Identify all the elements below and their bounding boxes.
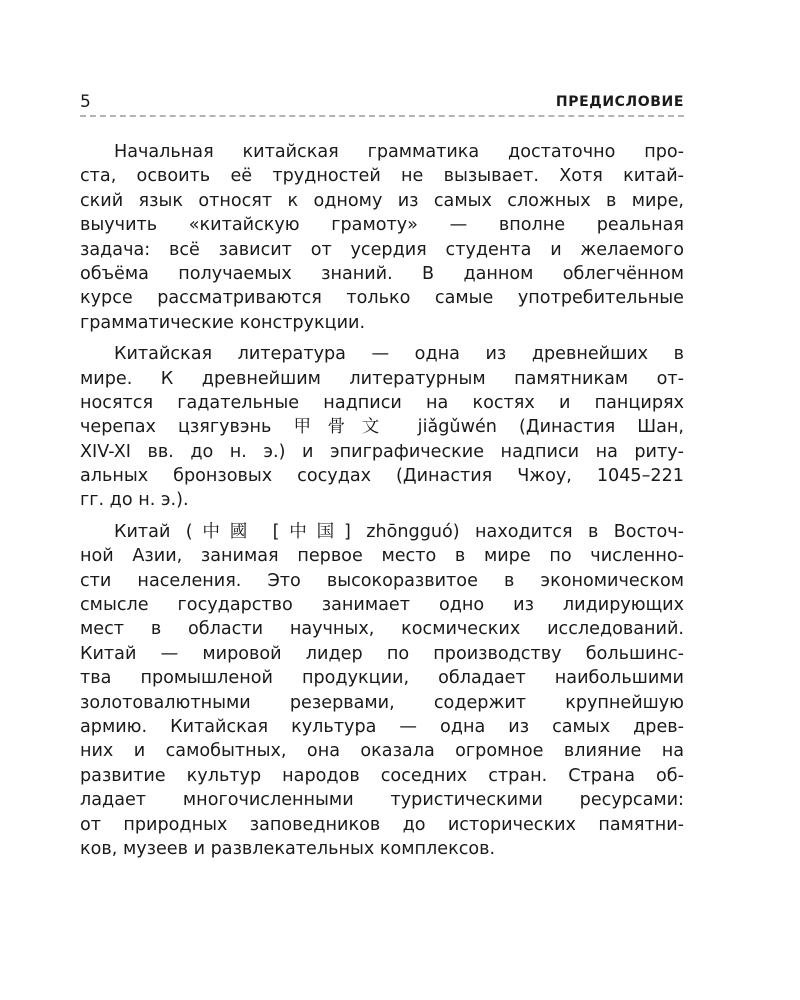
text-line: гг. до н. э.). xyxy=(80,490,189,511)
text-line: золотовалютными резервами, содержит крупнейшую xyxy=(80,692,684,713)
paragraph-literature xyxy=(80,342,684,513)
text-line: смысле государство занимает одно из лидирующих xyxy=(80,595,684,616)
text-line: мире. К древнейшим литературным памятникам от- xyxy=(80,368,684,389)
text-line: Начальная китайская грамматика достаточно про- xyxy=(114,142,684,162)
text-line: ский язык относят к одному из самых сложных в мире, xyxy=(80,190,684,211)
text-line: выучить «китайскую грамоту» — вполне реальная xyxy=(80,215,684,236)
running-header xyxy=(80,92,684,112)
text-line: черепах цзягувэнь 甲骨文 jiǎgǔwén (Династия Шан, xyxy=(80,417,684,438)
book-page xyxy=(80,0,684,1000)
text-line: альных бронзовых сосудах (Династия Чжоу, 1045–221 xyxy=(80,466,684,487)
text-line: сти населения. Это высокоразвитое в экономическом xyxy=(80,570,684,591)
paragraph-intro xyxy=(80,140,684,335)
text-line: от природных заповедников до исторических памятни- xyxy=(80,814,684,835)
text-line: Китай — мировой лидер по производству большинс- xyxy=(80,643,684,664)
page-number: 5 xyxy=(80,92,91,112)
text-line: грамматические конструкции. xyxy=(80,312,366,333)
text-line: развитие культур народов соседних стран. Страна об- xyxy=(80,765,684,786)
text-line: курсе рассматриваются только самые употребительные xyxy=(80,288,684,309)
text-line: XIV-XI вв. до н. э.) и эпиграфические надписи на риту- xyxy=(80,441,684,462)
text-line: задача: всё зависит от усердия студента и желаемого xyxy=(80,239,684,260)
text-line: армию. Китайская культура — одна из самых древ- xyxy=(80,716,684,737)
paragraph-china xyxy=(80,520,684,861)
text-line: Китайская литература — одна из древнейших в xyxy=(114,344,684,365)
text-line: ков, музеев и развлекательных комплексов. xyxy=(80,838,496,859)
text-line: ной Азии, занимая первое место в мире по численно- xyxy=(80,546,684,567)
text-line: носятся гадательные надписи на костях и панцирях xyxy=(80,392,684,413)
section-title: ПРЕДИСЛОВИЕ xyxy=(555,94,684,110)
text-line: тва промышленой продукции, обладает наибольшими xyxy=(80,668,684,689)
text-line: ладает многочисленными туристическими ресурсами: xyxy=(80,790,684,811)
text-line: мест в области научных, космических исследований. xyxy=(80,619,684,640)
text-line: ста, освоить её трудностей не вызывает. Хотя китай- xyxy=(80,166,684,187)
text-line: Китай (中國 [中国] zhōngguó) находится в Восточ- xyxy=(114,521,684,542)
header-divider xyxy=(80,115,684,117)
text-line: них и самобытных, она оказала огромное влияние на xyxy=(80,741,684,762)
body-text xyxy=(80,140,684,868)
text-line: объёма получаемых знаний. В данном облегчённом xyxy=(80,263,684,284)
